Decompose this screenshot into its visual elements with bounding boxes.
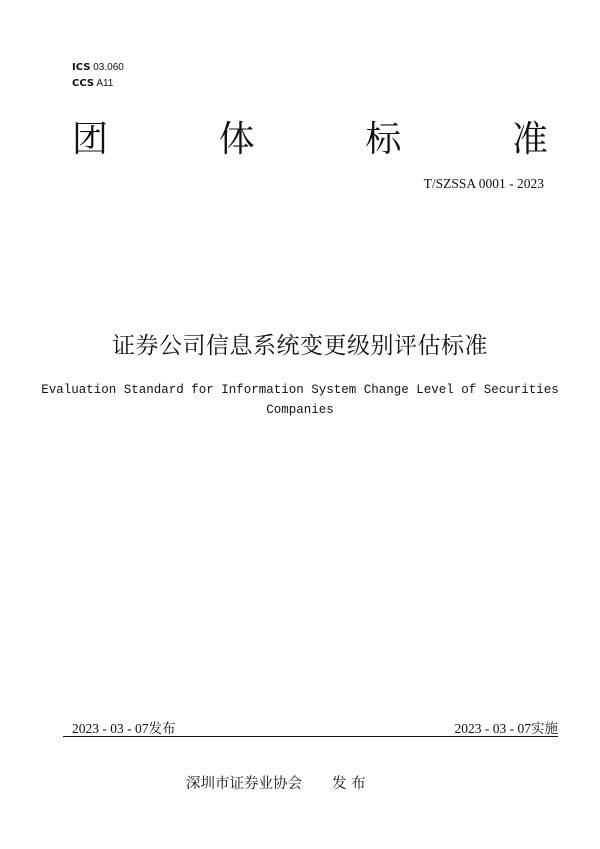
english-title-line-1: Evaluation Standard for Information System Change Level of Securities — [41, 383, 559, 397]
english-title — [40, 380, 560, 420]
title-char-1: 团 — [72, 119, 109, 160]
implementation-date: 2023 - 03 - 07实施 — [454, 721, 558, 736]
title-char-4: 准 — [511, 119, 548, 160]
ccs-code — [72, 78, 113, 89]
ics-code — [72, 62, 124, 73]
ics-label: ICS — [72, 62, 91, 73]
title-char-3: 标 — [365, 119, 402, 160]
ccs-label: CCS — [72, 78, 95, 89]
title-char-2: 体 — [218, 119, 255, 160]
release-date: 2023 - 03 - 07发布 — [72, 721, 176, 736]
chinese-title: 证券公司信息系统变更级别评估标准 — [112, 333, 488, 359]
standard-number: T/SZSSA 0001 - 2023 — [423, 176, 544, 191]
date-divider — [63, 736, 558, 737]
issuer-line — [186, 772, 366, 793]
issuer-action: 发 布 — [332, 776, 366, 792]
document-type-title — [72, 118, 548, 162]
english-title-line-2: Companies — [266, 403, 334, 417]
ccs-value: A11 — [96, 78, 114, 89]
issuer-name: 深圳市证券业协会 — [186, 776, 302, 792]
ics-value: 03.060 — [93, 62, 124, 73]
